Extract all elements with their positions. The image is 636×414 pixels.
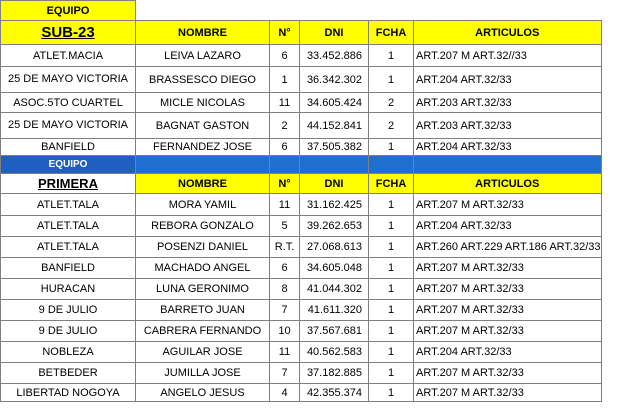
header-articulos: ARTICULOS xyxy=(414,21,602,45)
header-nombre: NOMBRE xyxy=(136,174,270,194)
fecha-cell: 2 xyxy=(369,93,414,113)
articulos-cell: ART.260 ART.229 ART.186 ART.32/33 xyxy=(414,237,602,258)
number-cell: 11 xyxy=(270,93,300,113)
table-row xyxy=(1,258,602,279)
team-cell: ATLET.TALA xyxy=(1,237,136,258)
articulos-cell: ART.207 M ART.32/33 xyxy=(414,363,602,384)
dni-cell: 41.044.302 xyxy=(300,279,369,300)
dni-cell: 37.567.681 xyxy=(300,321,369,342)
name-cell: BAGNAT GASTON xyxy=(136,113,270,139)
team-cell: HURACAN xyxy=(1,279,136,300)
dni-cell: 37.505.382 xyxy=(300,139,369,156)
articulos-cell: ART.203 ART.32/33 xyxy=(414,93,602,113)
team-cell: BETBEDER xyxy=(1,363,136,384)
name-cell: POSENZI DANIEL xyxy=(136,237,270,258)
name-cell: LEIVA LAZARO xyxy=(136,45,270,67)
fecha-cell: 1 xyxy=(369,237,414,258)
articulos-cell: ART.207 M ART.32/33 xyxy=(414,194,602,216)
name-cell: MICLE NICOLAS xyxy=(136,93,270,113)
fecha-cell: 1 xyxy=(369,300,414,321)
articulos-cell: ART.204 ART.32/33 xyxy=(414,342,602,363)
team-cell: ASOC.5TO CUARTEL xyxy=(1,93,136,113)
team-cell: BANFIELD xyxy=(1,258,136,279)
dni-cell: 40.562.583 xyxy=(300,342,369,363)
section2-title: PRIMERA xyxy=(1,174,136,194)
number-cell: 2 xyxy=(270,113,300,139)
number-cell: 4 xyxy=(270,384,300,402)
name-cell: REBORA GONZALO xyxy=(136,216,270,237)
fecha-cell: 1 xyxy=(369,342,414,363)
section1-header-row xyxy=(1,21,602,45)
number-cell: 6 xyxy=(270,258,300,279)
number-cell: 11 xyxy=(270,194,300,216)
dni-cell: 31.162.425 xyxy=(300,194,369,216)
name-cell: MACHADO ANGEL xyxy=(136,258,270,279)
table-row xyxy=(1,384,602,402)
section-divider xyxy=(1,156,602,174)
articulos-cell: ART.207 M ART.32/33 xyxy=(414,321,602,342)
name-cell: LUNA GERONIMO xyxy=(136,279,270,300)
table-row xyxy=(1,279,602,300)
table-row xyxy=(1,321,602,342)
team-cell: 9 DE JULIO xyxy=(1,321,136,342)
team-cell: ATLET.TALA xyxy=(1,194,136,216)
fecha-cell: 1 xyxy=(369,194,414,216)
fecha-cell: 1 xyxy=(369,67,414,93)
table-row xyxy=(1,93,602,113)
table-row xyxy=(1,113,602,139)
header-numero: N° xyxy=(270,21,300,45)
section1-equipo-label: EQUIPO xyxy=(1,1,136,21)
number-cell: R.T. xyxy=(270,237,300,258)
number-cell: 7 xyxy=(270,363,300,384)
team-cell: 25 DE MAYO VICTORIA xyxy=(1,113,136,139)
number-cell: 5 xyxy=(270,216,300,237)
name-cell: AGUILAR JOSE xyxy=(136,342,270,363)
dni-cell: 39.262.653 xyxy=(300,216,369,237)
articulos-cell: ART.204 ART.32/33 xyxy=(414,216,602,237)
number-cell: 11 xyxy=(270,342,300,363)
table-row xyxy=(1,363,602,384)
table-row xyxy=(1,300,602,321)
name-cell: JUMILLA JOSE xyxy=(136,363,270,384)
table-row xyxy=(1,216,602,237)
dni-cell: 34.605.048 xyxy=(300,258,369,279)
fecha-cell: 1 xyxy=(369,45,414,67)
name-cell: BRASSESCO DIEGO xyxy=(136,67,270,93)
fecha-cell: 1 xyxy=(369,216,414,237)
number-cell: 8 xyxy=(270,279,300,300)
table-row xyxy=(1,67,602,93)
fecha-cell: 1 xyxy=(369,321,414,342)
articulos-cell: ART.204 ART.32/33 xyxy=(414,139,602,156)
articulos-cell: ART.207 M ART.32/33 xyxy=(414,384,602,402)
fecha-cell: 1 xyxy=(369,139,414,156)
dni-cell: 33.452.886 xyxy=(300,45,369,67)
dni-cell: 34.605.424 xyxy=(300,93,369,113)
articulos-cell: ART.207 M ART.32/33 xyxy=(414,279,602,300)
fecha-cell: 1 xyxy=(369,384,414,402)
dni-cell: 44.152.841 xyxy=(300,113,369,139)
number-cell: 10 xyxy=(270,321,300,342)
articulos-cell: ART.207 M ART.32//33 xyxy=(414,45,602,67)
header-dni: DNI xyxy=(300,174,369,194)
articulos-cell: ART.207 M ART.32/33 xyxy=(414,300,602,321)
team-cell: 9 DE JULIO xyxy=(1,300,136,321)
name-cell: CABRERA FERNANDO xyxy=(136,321,270,342)
team-cell: ATLET.TALA xyxy=(1,216,136,237)
number-cell: 6 xyxy=(270,139,300,156)
section2-equipo-label: EQUIPO xyxy=(1,156,136,174)
articulos-cell: ART.207 M ART.32/33 xyxy=(414,258,602,279)
dni-cell: 27.068.613 xyxy=(300,237,369,258)
number-cell: 7 xyxy=(270,300,300,321)
header-nombre: NOMBRE xyxy=(136,21,270,45)
section2-header-row xyxy=(1,174,602,194)
table-row xyxy=(1,237,602,258)
fecha-cell: 1 xyxy=(369,258,414,279)
team-cell: ATLET.MACIA xyxy=(1,45,136,67)
team-cell: 25 DE MAYO VICTORIA xyxy=(1,67,136,93)
team-cell: NOBLEZA xyxy=(1,342,136,363)
dni-cell: 41.611.320 xyxy=(300,300,369,321)
header-dni: DNI xyxy=(300,21,369,45)
team-cell: LIBERTAD NOGOYA xyxy=(1,384,136,402)
name-cell: MORA YAMIL xyxy=(136,194,270,216)
name-cell: BARRETO JUAN xyxy=(136,300,270,321)
table-row xyxy=(1,194,602,216)
dni-cell: 36.342.302 xyxy=(300,67,369,93)
articulos-cell: ART.204 ART.32/33 xyxy=(414,67,602,93)
table-row xyxy=(1,139,602,156)
header-fecha: FCHA xyxy=(369,174,414,194)
header-numero: N° xyxy=(270,174,300,194)
fecha-cell: 1 xyxy=(369,363,414,384)
table-row xyxy=(1,45,602,67)
fecha-cell: 1 xyxy=(369,279,414,300)
name-cell: FERNANDEZ JOSE xyxy=(136,139,270,156)
dni-cell: 37.182.885 xyxy=(300,363,369,384)
fecha-cell: 2 xyxy=(369,113,414,139)
table-row xyxy=(1,342,602,363)
header-articulos: ARTICULOS xyxy=(414,174,602,194)
team-cell: BANFIELD xyxy=(1,139,136,156)
name-cell: ANGELO JESUS xyxy=(136,384,270,402)
header-fecha: FCHA xyxy=(369,21,414,45)
section1-title: SUB-23 xyxy=(1,21,136,45)
articulos-cell: ART.203 ART.32/33 xyxy=(414,113,602,139)
number-cell: 1 xyxy=(270,67,300,93)
dni-cell: 42.355.374 xyxy=(300,384,369,402)
number-cell: 6 xyxy=(270,45,300,67)
